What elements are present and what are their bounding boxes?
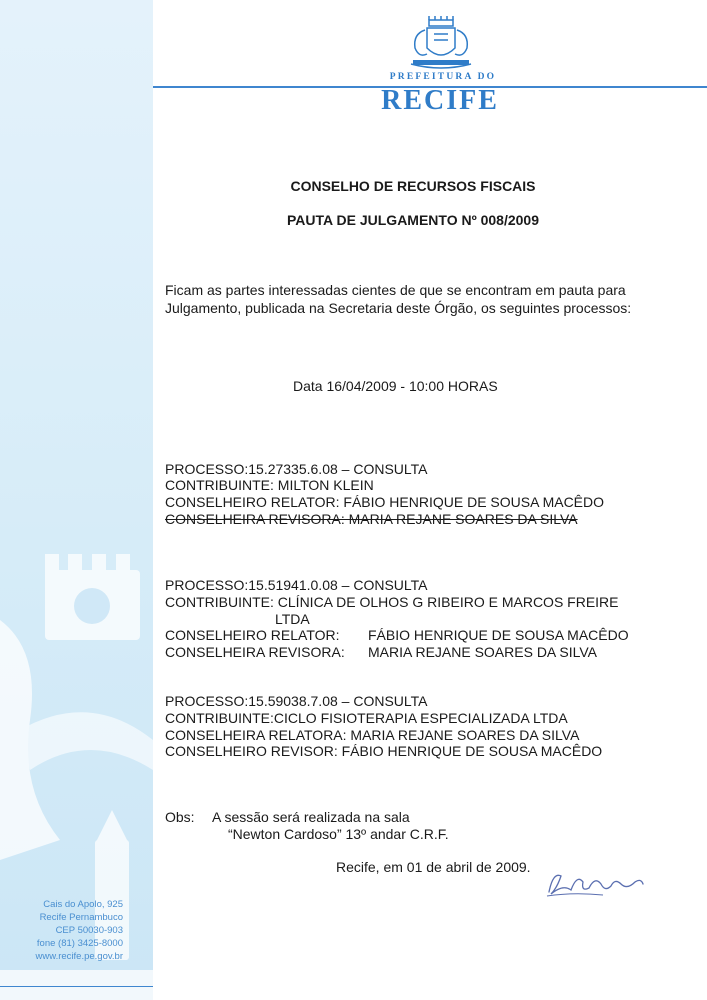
process-3-relator: CONSELHEIRA RELATORA: MARIA REJANE SOARES DA SILVA	[165, 727, 580, 743]
process-2-contribuinte-cont: LTDA	[275, 611, 310, 627]
document-subtitle: PAUTA DE JULGAMENTO Nº 008/2009	[287, 212, 539, 228]
obs-line-2: “Newton Cardoso” 13º andar C.R.F.	[228, 826, 449, 842]
process-1-relator: CONSELHEIRO RELATOR: FÁBIO HENRIQUE DE SOUSA MACÊDO	[165, 494, 605, 510]
process-2-number: PROCESSO:15.51941.0.08 – CONSULTA	[165, 577, 428, 593]
intro-line-2: Julgamento, publicada na Secretaria deste Órgão, os seguintes processos:	[165, 300, 632, 316]
intro-paragraph	[165, 281, 665, 317]
session-date: Data 16/04/2009 - 10:00 HORAS	[293, 378, 498, 394]
address-street: Cais do Apolo, 925	[43, 899, 123, 910]
signature-icon	[543, 862, 647, 900]
process-2-revisor-name: MARIA REJANE SOARES DA SILVA	[368, 644, 597, 660]
address-website: www.recife.pe.gov.br	[35, 951, 123, 962]
org-name: RECIFE	[381, 85, 499, 116]
process-1-contribuinte: CONTRIBUINTE: MILTON KLEIN	[165, 477, 374, 493]
process-1-revisor: CONSELHEIRA REVISORA: MARIA REJANE SOARES DA SILVA	[165, 511, 578, 527]
address-city: Recife Pernambuco	[39, 912, 123, 923]
obs-label: Obs:	[165, 809, 195, 825]
coat-of-arms-icon	[407, 14, 475, 72]
process-3-contribuinte: CONTRIBUINTE:CICLO FISIOTERAPIA ESPECIALIZADA LTDA	[165, 710, 568, 726]
org-name-prefix: PREFEITURA DO	[389, 72, 497, 82]
process-2-relator-label: CONSELHEIRO RELATOR:	[165, 627, 340, 643]
address-phone: fone (81) 3425-8000	[36, 938, 123, 949]
process-2-contribuinte: CONTRIBUINTE: CLÍNICA DE OLHOS G RIBEIRO E MARCOS FREIRE	[165, 594, 619, 610]
intro-line-1: Ficam as partes interessadas cientes de que se encontram em pauta para	[165, 282, 626, 298]
footer-divider	[0, 986, 153, 987]
process-3-revisor: CONSELHEIRO REVISOR: FÁBIO HENRIQUE DE SOUSA MACÊDO	[165, 743, 603, 759]
closing-date: Recife, em 01 de abril de 2009.	[336, 859, 531, 875]
address-cep: CEP 50030-903	[55, 925, 123, 936]
process-1-number: PROCESSO:15.27335.6.08 – CONSULTA	[165, 461, 428, 477]
process-2-revisor-label: CONSELHEIRA REVISORA:	[165, 644, 345, 660]
process-2-relator-name: FÁBIO HENRIQUE DE SOUSA MACÊDO	[368, 627, 629, 643]
side-panel	[0, 0, 153, 1000]
address-block	[36, 898, 123, 963]
process-3-number: PROCESSO:15.59038.7.08 – CONSULTA	[165, 693, 428, 709]
document-title: CONSELHO DE RECURSOS FISCAIS	[290, 178, 536, 194]
obs-line-1: A sessão será realizada na sala	[212, 809, 410, 825]
